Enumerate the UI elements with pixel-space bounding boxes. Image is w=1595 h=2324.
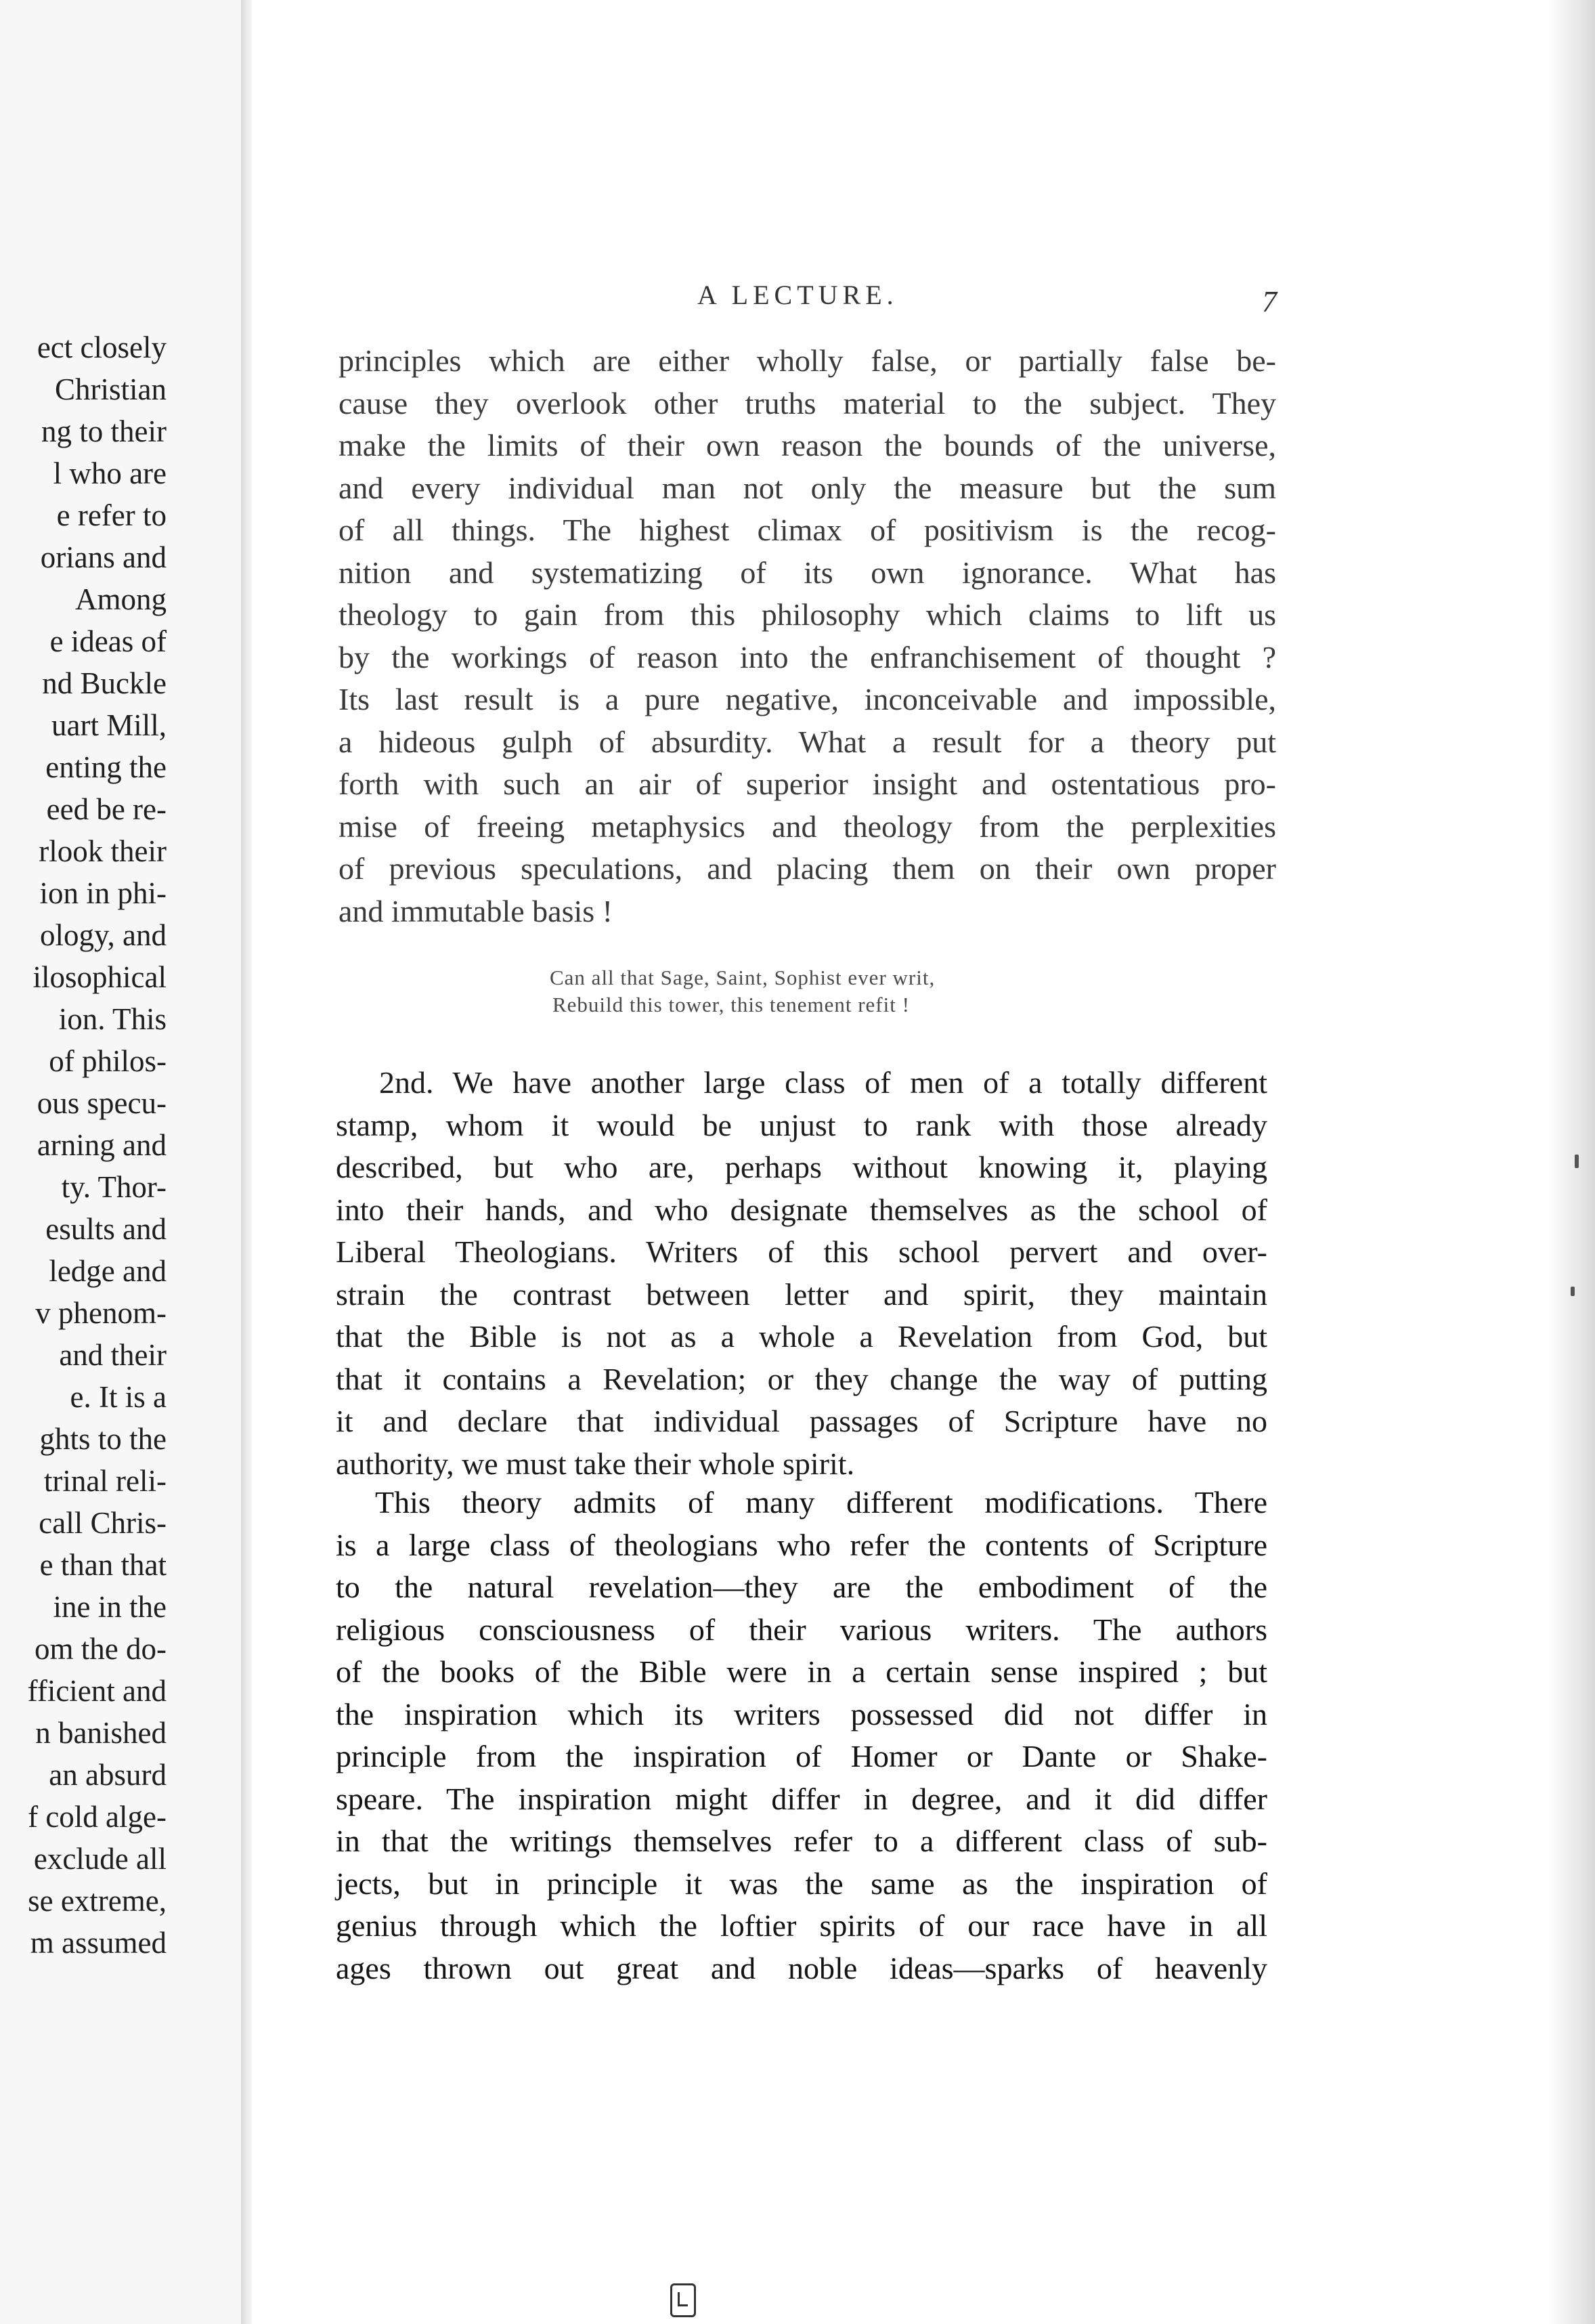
text-line: ages thrown out great and noble ideas—sparks of heavenly [336,1950,1267,1985]
left-line: uart Mill, [51,708,167,742]
left-line: eed be re- [46,792,167,826]
left-page-fragment [0,0,242,2324]
page-edge [1548,0,1595,2324]
book-gutter [241,0,252,2324]
paragraph-liberal-theologians [336,1062,1267,1485]
left-line: om the do- [35,1632,167,1666]
left-page-text [28,326,167,1964]
text-line: cause they overlook other truths material to the subject. They [338,385,1276,421]
left-line: ology, and [39,918,167,952]
text-line: of the books of the Bible were in a certain sense inspired ; but [336,1654,1267,1689]
left-line: m assumed [30,1926,167,1960]
left-line: of philos- [49,1044,167,1078]
text-line: Liberal Theologians. Writers of this school pervert and over- [336,1234,1267,1269]
left-line: and their [59,1338,167,1372]
text-line: of previous speculations, and placing them on their own proper [338,851,1276,886]
text-line: of all things. The highest climax of positivism is the recog- [338,513,1276,547]
left-line: ng to their [41,414,167,448]
left-line: se extreme, [28,1884,167,1918]
paragraph-modifications [336,1482,1267,1989]
left-line: rlook their [39,834,167,868]
text-line: Its last result is a pure negative, inconceivable and impossible, [338,682,1276,716]
left-line: enting the [45,750,167,784]
text-line: principles which are either wholly false, or partially false be- [338,343,1276,378]
left-line: v phenom- [35,1296,167,1330]
left-line: trinal reli- [43,1464,167,1498]
text-line: stamp, whom it would be unjust to rank with those already [336,1107,1267,1142]
text-line: and every individual man not only the measure but the sum [338,470,1276,505]
text-line: a hideous gulph of absurdity. What a result for a theory put [338,724,1276,759]
page-number: 7 [1262,285,1277,318]
verse-line: Can all that Sage, Saint, Sophist ever writ, [550,966,936,989]
running-header: A LECTURE. [697,280,898,310]
left-line: call Chris- [39,1506,167,1540]
text-line: authority, we must take their whole spirit. [336,1446,855,1481]
text-line: it and declare that individual passages of Scripture have no [336,1404,1267,1438]
left-line: ion in phi- [39,876,167,910]
text-line: strain the contrast between letter and spirit, they maintain [336,1276,1267,1312]
text-line: make the limits of their own reason the bounds of the universe, [338,428,1276,462]
left-line: ghts to the [39,1422,167,1456]
text-line: into their hands, and who designate themselves as the school of [336,1192,1267,1227]
left-line: nd Buckle [42,666,167,700]
text-line: described, but who are, perhaps without knowing it, playing [336,1150,1267,1184]
left-line: ledge and [49,1254,167,1288]
text-line: This theory admits of many different modifications. There [375,1485,1267,1520]
text-line: the inspiration which its writers possessed did not differ in [336,1696,1267,1731]
left-line: Christian [55,372,167,406]
text-line: that it contains a Revelation; or they change the way of putting [336,1361,1267,1396]
text-line: genius through which the loftier spirits of our race have in all [336,1908,1267,1943]
left-line: arning and [37,1128,167,1162]
text-line: nition and systematizing of its own ignorance. What has [338,555,1276,590]
left-line: e than that [39,1548,167,1582]
text-line: jects, but in principle it was the same as the inspiration of [336,1866,1267,1901]
left-line: e. It is a [70,1380,167,1414]
scanner-mark-icon [670,2283,696,2317]
edge-mark [1575,1155,1579,1168]
edge-mark [1571,1287,1575,1296]
left-line: Among [75,582,167,616]
left-line: fficient and [27,1674,167,1708]
left-line: exclude all [33,1842,167,1876]
left-line: f cold alge- [28,1800,167,1834]
left-line: e ideas of [49,624,167,658]
left-line: ous specu- [37,1086,167,1120]
text-line: theology to gain from this philosophy which claims to lift us [338,597,1276,632]
text-line: that the Bible is not as a whole a Revelation from God, but [336,1319,1267,1354]
paragraph-positivism [338,340,1276,932]
text-line: mise of freeing metaphysics and theology from the perplexities [338,809,1276,844]
text-line: is a large class of theologians who refer the contents of Scripture [336,1527,1267,1562]
text-line: by the workings of reason into the enfranchisement of thought ? [338,639,1276,674]
text-line: in that the writings themselves refer to a different class of sub- [336,1824,1267,1858]
left-line: ect closely [37,330,167,364]
left-line: e refer to [56,498,167,532]
text-line: and immutable basis ! [338,893,613,928]
left-line: ty. Thor- [61,1170,167,1204]
left-line: l who are [53,456,167,490]
text-line: 2nd. We have another large class of men of a totally different [379,1065,1267,1100]
verse-line: Rebuild this tower, this tenement refit ! [552,993,910,1016]
left-line: ilosophical [32,960,167,994]
text-line: to the natural revelation—they are the embodiment of the [336,1570,1267,1604]
left-line: n banished [35,1716,167,1750]
text-line: speare. The inspiration might differ in degree, and it did differ [336,1781,1267,1816]
text-line: forth with such an air of superior insight and ostentatious pro- [338,767,1276,801]
left-line: ion. This [58,1002,167,1036]
left-line: an absurd [49,1758,167,1792]
text-line: principle from the inspiration of Homer or Dante or Shake- [336,1739,1267,1773]
text-line: religious consciousness of their various writers. The authors [336,1612,1267,1647]
left-line: esults and [45,1212,167,1246]
left-line: ine in the [53,1590,167,1624]
left-line: orians and [40,540,167,574]
verse-quotation [550,964,935,1018]
